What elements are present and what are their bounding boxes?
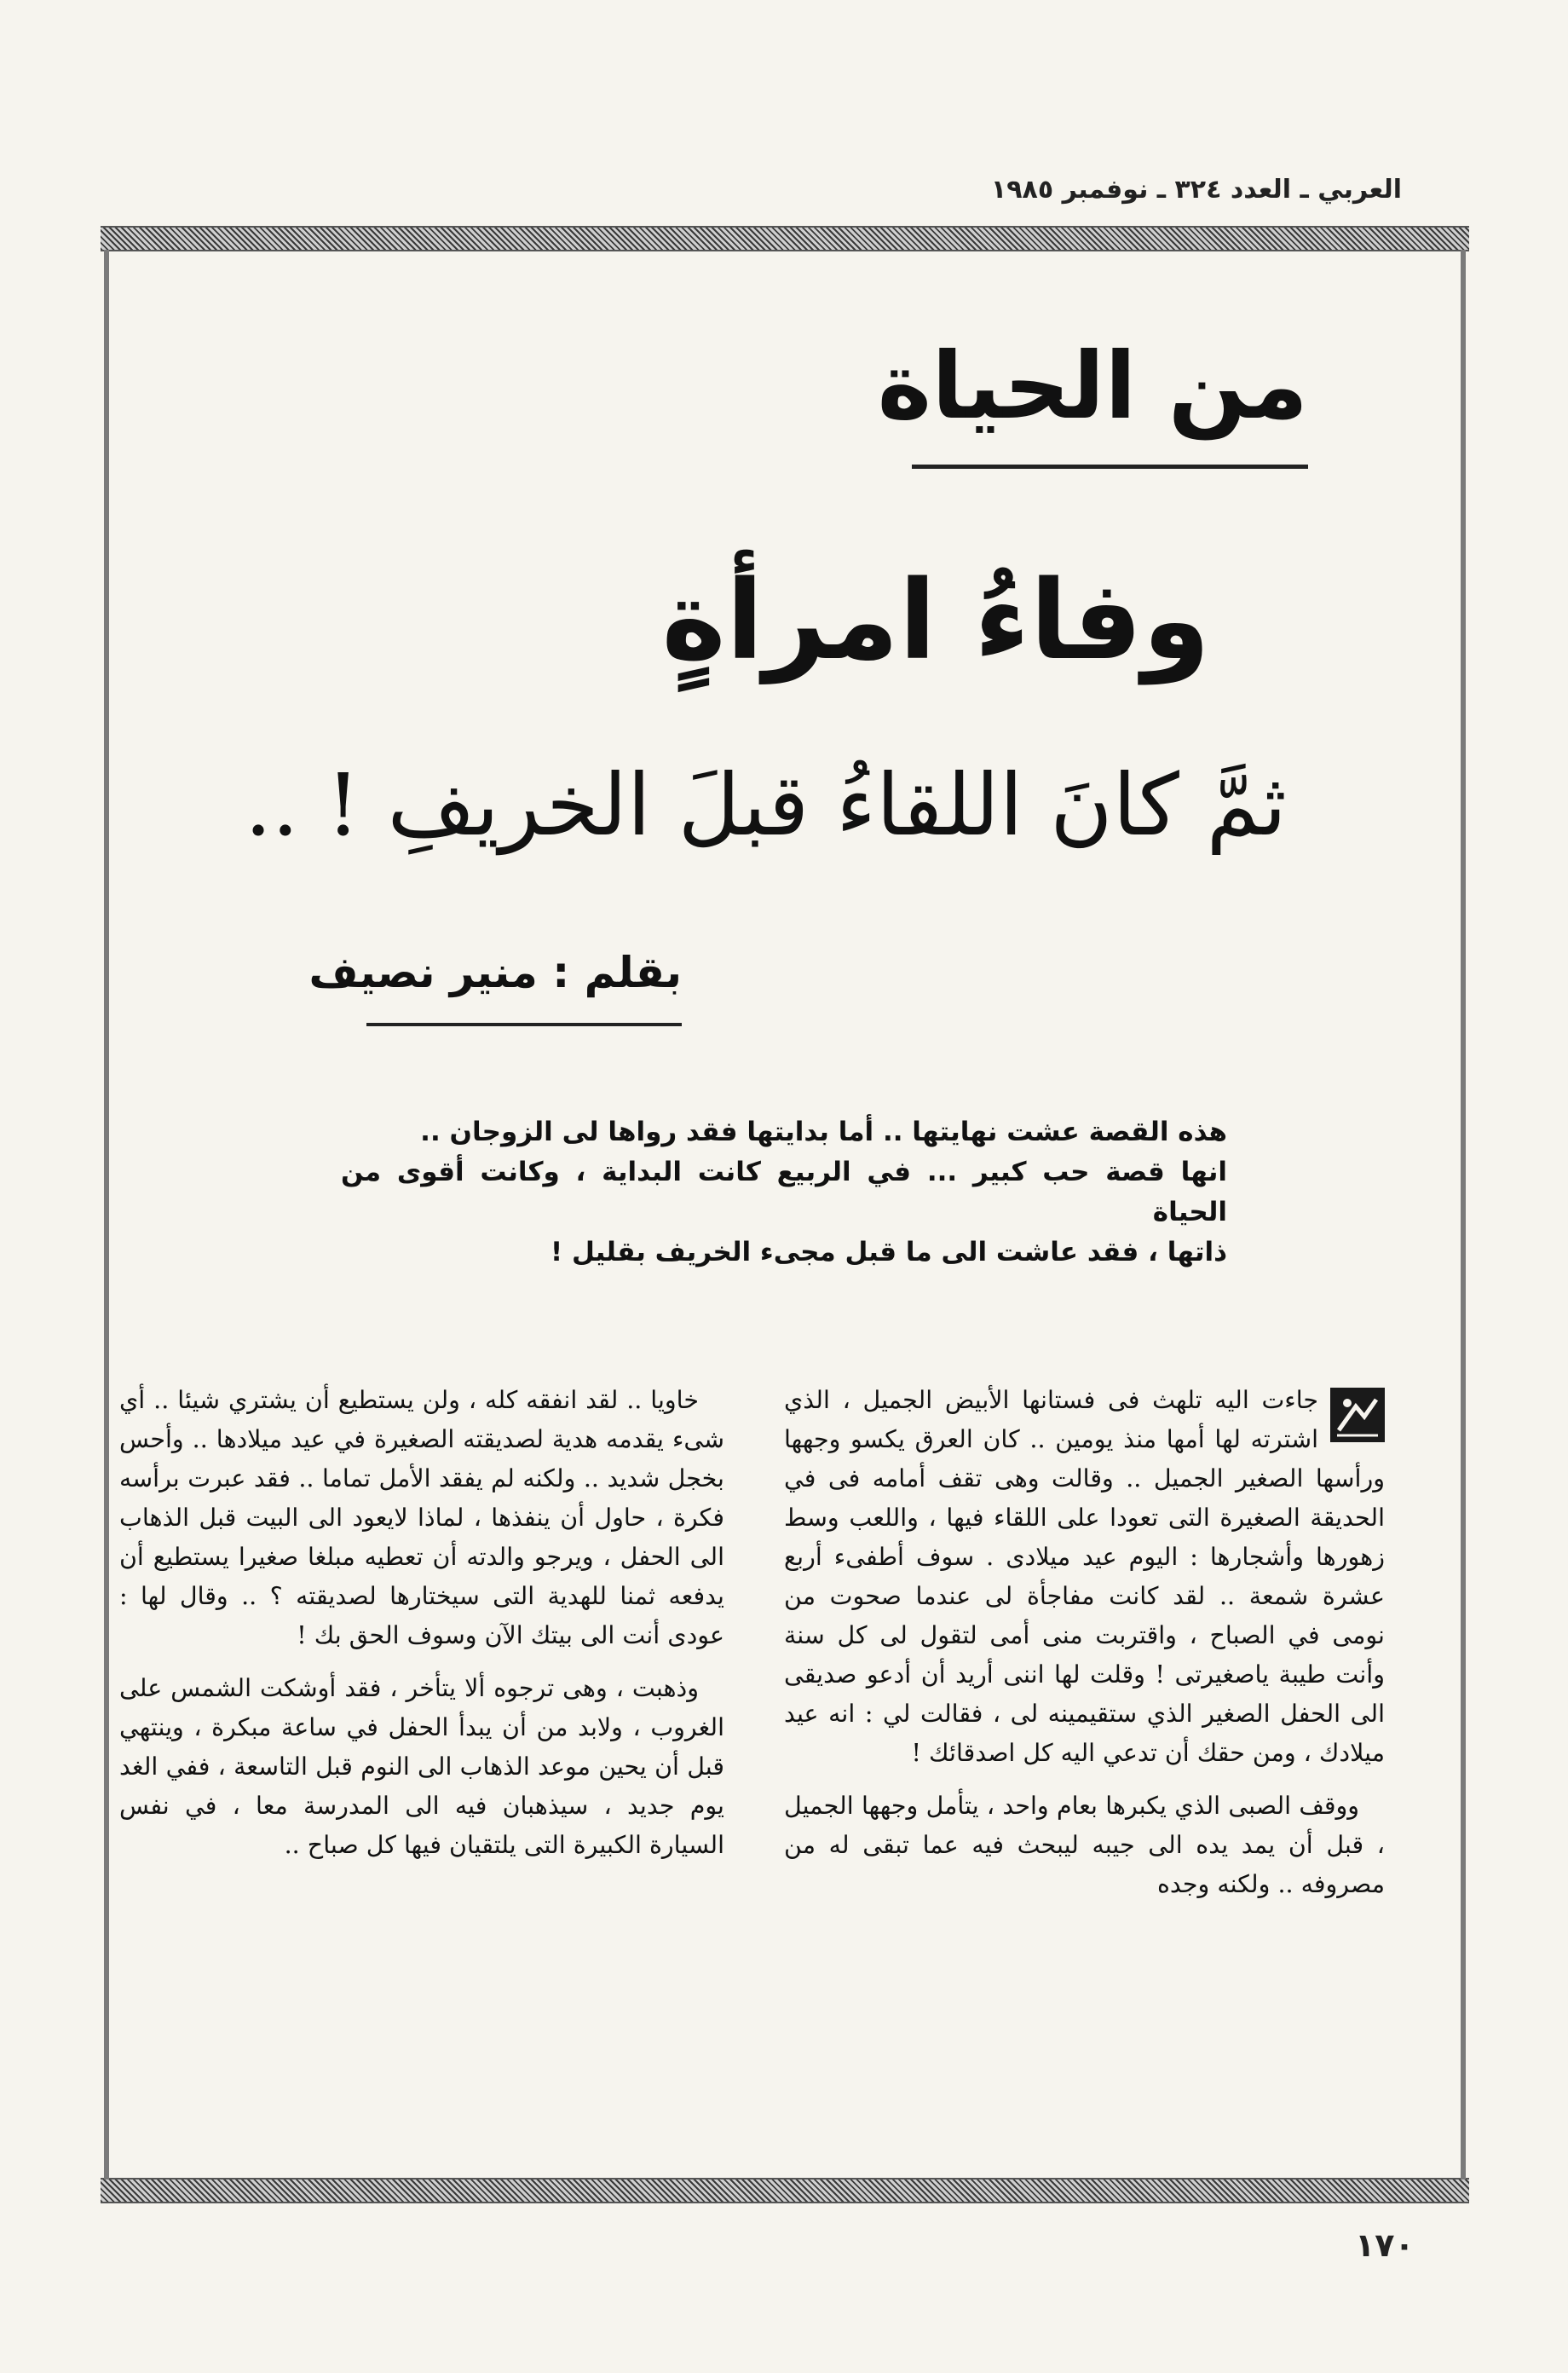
body-paragraph: ووقف الصبى الذي يكبرها بعام واحد ، يتأمل وجهها الجميل ، قبل أن يمد يده الى جيبه ليبحث فيه عما تبقى له من مصروفه .. ولكنه وجده: [784, 1792, 1385, 1898]
running-head: العربي ـ العدد ٣٢٤ ـ نوفمبر ١٩٨٥: [990, 175, 1402, 205]
byline: بقلم : منير نصيف: [308, 948, 682, 997]
right-border: [1461, 250, 1466, 2180]
byline-rule: [366, 1023, 682, 1026]
body-paragraph: خاويا .. لقد انفقه كله ، ولن يستطيع أن يشتري شيئا .. أي شىء يقدمه هدية لصديقته الصغيرة في عيد ميلادها .. وأحس بخجل شديد .. ولكنه لم يفقد الأمل تماما .. فقد عبرت برأسه فكرة ، حاول أن ينفذها ، لماذا لايعود الى البيت قبل الذهاب الى الحفل ، ويرجو والدته أن تعطيه مبلغا صغيرا يستطيع أن يدفعه ثمنا للهدية التى سيختارها لصديقته ؟ .. وقال لها : عودى أنت الى بيتك الآن وسوف الحق بك !: [119, 1386, 724, 1649]
intro-line: ذاتها ، فقد عاشت الى ما قبل مجىء الخريف بقليل !: [551, 1237, 1227, 1267]
section-title: من الحياة: [877, 333, 1308, 440]
column-left: [119, 1381, 724, 1865]
top-border: [101, 226, 1469, 251]
left-border: [104, 250, 109, 2180]
article-title: وفاءُ امرأةٍ: [661, 557, 1210, 684]
section-rule: [912, 465, 1308, 469]
bottom-border: [101, 2178, 1469, 2203]
column-right: [784, 1381, 1385, 1904]
body-paragraph: جاءت اليه تلهث فى فستانها الأبيض الجميل ، الذي اشترته لها أمها منذ يومين .. كان العرق يكسو وجهها ورأسها الصغير الجميل .. وقالت وهى تقف أمامه فى في الحديقة الصغيرة التى تعودا على اللقاء فيها ، واللعب وسط زهورها وأشجارها : اليوم عيد ميلادى . سوف أطفىء أربع عشرة شمعة .. لقد كانت مفاجأة لى عندما صحوت من نومى في الصباح ، واقتربت منى أمى لتقول لى كل سنة وأنت طيبة ياصغيرتى ! وقلت لها اننى أريد أن أدعو صديقى الى الحفل الصغير الذي ستقيمينه لى ، فقالت لي : انه عيد ميلادك ، ومن حقك أن تدعي اليه كل اصدقائك !: [784, 1386, 1385, 1767]
body-paragraph: وذهبت ، وهى ترجوه ألا يتأخر ، فقد أوشكت الشمس على الغروب ، ولابد من أن يبدأ الحفل في ساعة مبكرة ، وينتهي قبل أن يحين موعد الذهاب الى النوم قبل التاسعة ، ففي الغد يوم جديد ، سيذهبان فيه الى المدرسة معا ، في نفس السيارة الكبيرة التى يلتقيان فيها كل صباح ..: [119, 1674, 724, 1859]
page-number: ١٧٠: [1355, 2226, 1415, 2264]
intro-line: انها قصة حب كبير ... في الربيع كانت البداية ، وكانت أقوى من الحياة: [341, 1157, 1227, 1227]
article-subtitle: ثمَّ كانَ اللقاءُ قبلَ الخريفِ ! ..: [245, 755, 1287, 855]
intro-paragraph: [341, 1112, 1227, 1273]
drop-cap-icon: [1330, 1388, 1385, 1442]
intro-line: هذه القصة عشت نهايتها .. أما بدايتها فقد رواها لى الزوجان ..: [420, 1117, 1227, 1147]
